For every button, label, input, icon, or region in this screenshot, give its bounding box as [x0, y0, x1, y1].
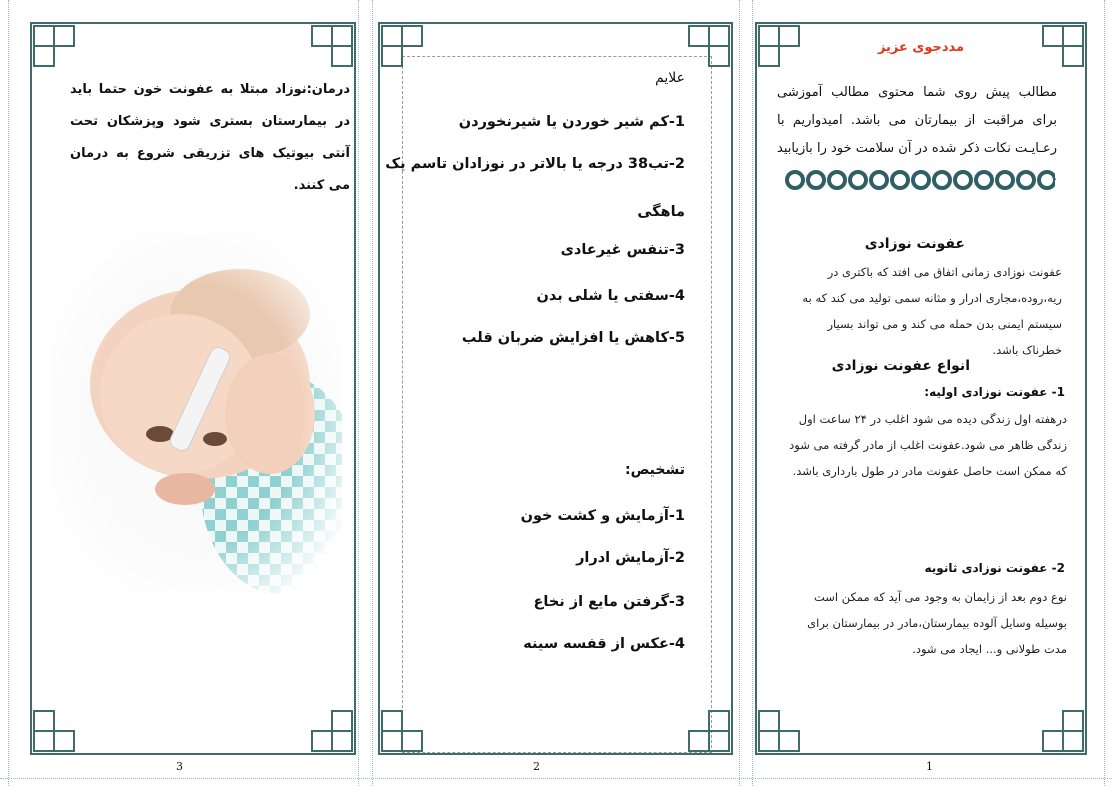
sign-item: 1-کم شیر خوردن یا شیرنخوردن [458, 114, 685, 130]
page-guide [372, 0, 373, 786]
corner-ornament [1041, 24, 1085, 68]
infection-text: عفونت نوزادی زمانی اتفاق می افتد که باکتری در ریه،روده،مجاری ادرار و مثانه سمی تولید می کند که به سیستم ایمنی بدن حمله می کند و می تواند بسیار خطرناک باشد. [802, 265, 1062, 357]
page-guide [739, 0, 740, 786]
diagnosis-heading: تشخیص: [624, 462, 685, 478]
corner-ornament [32, 709, 76, 753]
corner-ornament [32, 24, 76, 68]
diagnosis-item: 3-گرفتن مایع از نخاع [533, 594, 685, 610]
panel-page-3 [30, 22, 356, 755]
corner-ornament [310, 24, 354, 68]
treatment-text: درمان:نوزاد مبتلا به عفونت خون حتما باید در بیمارستان بستری شود وپزشکان تحت آنتی بیوتیک های تزریقی شروع به درمان می کنند. [70, 82, 350, 193]
intro-text: مطالب پیش روی شما محتوی مطالب آموزشی برای مراقبت از بیمارتان می باشد. امیدواریم با رعـایـت نکات ذکر شده در آن سلامت خود را بازیابید . [777, 85, 1057, 184]
infection-title: عفونت نوزادی [864, 236, 965, 252]
corner-ornament [380, 24, 424, 68]
page-guide [1104, 0, 1105, 786]
type1-text: درهفته اول زندگی دیده می شود اغلب در ۲۴ ساعت اول زندگی ظاهر می شود.عفونت اغلب از مادر گرفته می شود که ممکن است حاصل عفونت مادر در طول بارداری باشد. [789, 412, 1067, 478]
corner-ornament [1041, 709, 1085, 753]
corner-ornament [757, 709, 801, 753]
types-title: انواع عفونت نوزادی [831, 358, 970, 374]
page-number: 3 [176, 760, 183, 773]
sign-item: ماهگی [637, 204, 685, 220]
sign-item: 2-تب38 درجه یا بالاتر در نوزادان تاسم یک [385, 156, 685, 172]
ornament-divider [785, 167, 1055, 193]
page-number: 2 [533, 760, 540, 773]
type2-title: 2- عفونت نوزادی ثانویه [924, 561, 1065, 575]
page-guide [0, 778, 1112, 779]
sign-item: 4-سفتی یا شلی بدن [536, 288, 685, 304]
corner-ornament [687, 24, 731, 68]
greeting-title: مددجوی عزیز [877, 40, 965, 55]
corner-ornament [310, 709, 354, 753]
type1-title: 1- عفونت نوزادی اولیه: [924, 385, 1065, 399]
sign-item: 3-تنفس غیرعادی [560, 242, 685, 258]
type2-text: نوع دوم بعد از زایمان به وجود می آید که ممکن است بوسیله وسایل آلوده بیمارستان،مادر در بیمارستان برای مدت طولانی و... ایجاد می شود. [807, 590, 1067, 656]
signs-heading: علایم [655, 70, 685, 86]
sick-baby-image [50, 234, 342, 594]
page-number: 1 [926, 760, 933, 773]
page-guide [752, 0, 753, 786]
corner-ornament [757, 24, 801, 68]
page-guide [8, 0, 9, 786]
sign-item: 5-کاهش یا افزایش ضربان قلب [461, 330, 685, 346]
diagnosis-item: 4-عکس از قفسه سینه [523, 636, 685, 652]
panel-page-2 [378, 22, 733, 755]
diagnosis-item: 2-آزمایش ادرار [576, 550, 685, 566]
corner-ornament [687, 709, 731, 753]
page-guide [358, 0, 359, 786]
diagnosis-item: 1-آزمایش و کشت خون [520, 508, 685, 524]
corner-ornament [380, 709, 424, 753]
panel-page-1 [755, 22, 1087, 755]
